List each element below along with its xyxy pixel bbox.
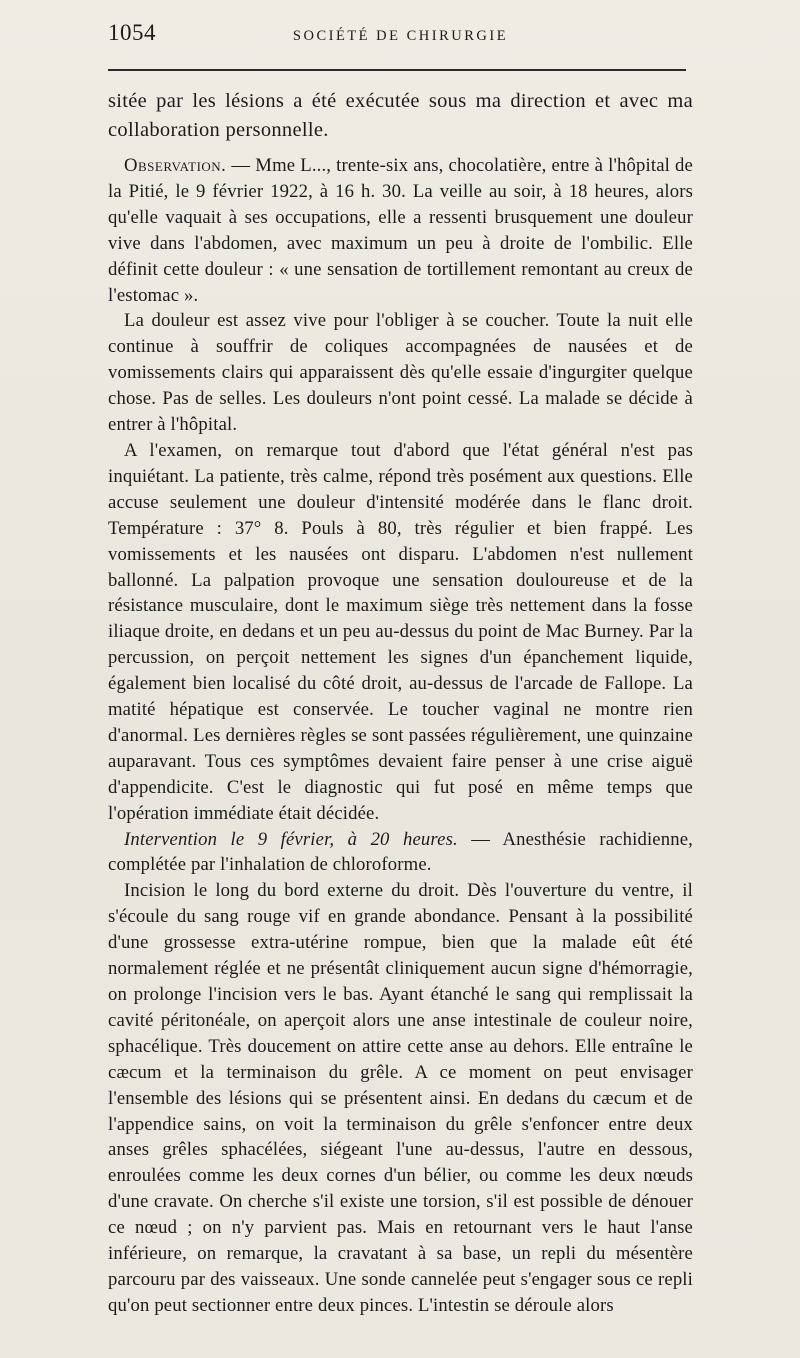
intervention-label: Intervention le 9 février, à 20 heures. xyxy=(124,828,458,850)
page-header xyxy=(108,20,693,50)
paragraph-symptoms: La douleur est assez vive pour l'obliger à se coucher. Toute la nuit elle continue à souffrir de coliques accompagnées de nausées et de vomissements clairs qui apparaissent dès qu'elle essaie d'ingurgiter quelque chose. Pas de selles. Les douleurs n'ont point cessé. La malade se décide à entrer à l'hôpital. xyxy=(108,310,693,436)
observation-text: — Mme L..., trente-six ans, chocolatière, entre à l'hôpital de la Pitié, le 9 février 1922, à 16 h. 30. La veille au soir, à 18 heures, alors qu'elle vaquait à ses occupations, elle a ressenti brusquement une douleur vive dans l'abdomen, avec maximum un peu à droite de l'ombilic. Elle définit cette douleur : « une sensation de tortillement remontant au creux de l'estomac ». xyxy=(108,155,693,306)
running-head: SOCIÉTÉ DE CHIRURGIE xyxy=(292,28,509,44)
intervention-paragraph xyxy=(108,827,693,879)
observation-paragraph xyxy=(108,153,693,308)
body-text xyxy=(108,87,693,1319)
observation-label: Observation. xyxy=(124,155,227,176)
paragraph-examination: A l'examen, on remarque tout d'abord que l'état général n'est pas inquiétant. La patiente, très calme, répond très posément aux questions. Elle accuse seulement une douleur d'intensité modérée dans le flanc droit. Température : 37° 8. Pouls à 80, très régulier et bien frappé. Les vomissements et les nausées ont disparu. L'abdomen n'est nullement ballonné. La palpation provoque une sensation douloureuse et de la résistance musculaire, dont le maximum siège très nettement dans la fosse iliaque droite, en dedans et un peu au-dessus du point de Mac Burney. Par la percussion, on perçoit nettement les signes d'un épanchement liquide, également bien localisé du côté droit, au-dessus de l'arcade de Fallope. La matité hépatique est conservée. Le toucher vaginal ne montre rien d'anormal. Les dernières règles se sont passées régulièrement, une quinzaine auparavant. Tous ces symptômes devaient faire penser à une crise aiguë d'appendicite. C'est le diagnostic qui fut posé en même temps que l'opération immédiate était décidée. xyxy=(108,439,693,824)
paragraph-operation: Incision le long du bord externe du droit. Dès l'ouverture du ventre, il s'écoule du sang rouge vif en grande abondance. Pensant à la possibilité d'une grossesse extra-utérine rompue, bien que la malade eût été normalement réglée et ne présentât cliniquement aucun signe d'hémorragie, on prolonge l'incision vers le bas. Ayant étanché le sang qui remplissait la cavité péritonéale, on aperçoit alors une anse intestinale de couleur noire, sphacélique. Très doucement on attire cette anse au dehors. Elle entraîne le cæcum et la terminaison du grêle. A ce moment on peut envisager l'ensemble des lésions qui se présentent ainsi. En dedans du cæcum et de l'appendice sains, on voit la terminaison du grêle s'enfoncer entre deux anses grêles sphacélées, siégeant l'une au-dessus, l'autre en dessous, enroulées comme les deux cornes d'un bélier, ou comme les deux nœuds d'une cravate. On cherche s'il existe une torsion, s'il est possible de dénouer ce nœud ; on n'y parvient pas. Mais en retournant vers le haut l'anse inférieure, on remarque, la cravatant à sa base, un repli du mésentère parcouru par des vaisseaux. Une sonde cannelée peut s'engager sous ce repli qu'on peut sectionner entre deux pinces. L'intestin se déroule alors xyxy=(108,880,693,1316)
page-number: 1054 xyxy=(108,20,156,45)
header-rule xyxy=(108,69,686,71)
lead-paragraph: sitée par les lésions a été exécutée sous ma direction et avec ma collaboration personnelle. xyxy=(108,90,693,141)
intervention-text: — Anesthésie rachidienne, complétée par l'inhalation de chloroforme. xyxy=(108,828,693,876)
